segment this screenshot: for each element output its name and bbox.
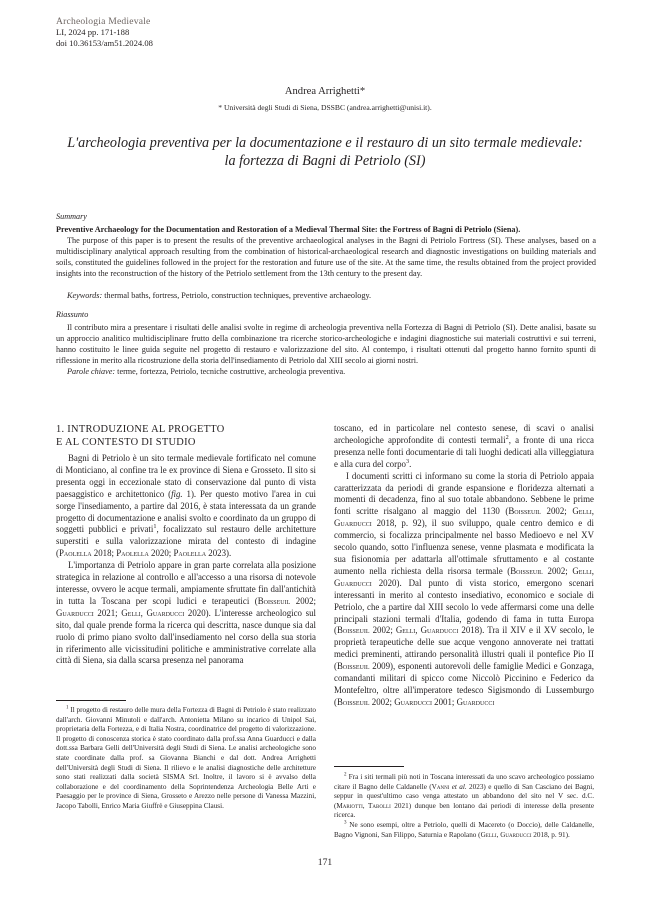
section-heading bbox=[56, 423, 225, 449]
riassunto-keywords-label: Parole chiave: bbox=[67, 367, 116, 376]
text-run: ). L'interesse archeologico sul sito, dal quale prende forma la ricerca qui descritta, nasce dunque sia dal ruolo di primo piano svolto dall'insediamento nel corso della sua storia in riferimento alle vicissitudini politiche e amministrative correlate alla città di Siena, sia dalla scarsa presenza nel panorama bbox=[56, 607, 316, 666]
left-paragraph-2 bbox=[56, 560, 316, 667]
summary-heading-text: Preventive Archaeology for the Documentation and Restoration of a Medieval Thermal Site: the Fortress of Bagni di Petriolo (Siena). bbox=[56, 225, 521, 234]
footnote-number: 3 bbox=[344, 820, 347, 826]
riassunto-label: Riassunto bbox=[56, 310, 89, 319]
text-run: ), esponenti autorevoli delle famiglie Medici e Gonzaga, comandanti militari di spicco come Niccolò Piccinino e Federico da Montefeltro, oltre all'imperatore tedesco Sigismondo di Lussemburgo ( bbox=[334, 661, 594, 707]
text-run: L'importanza di Petriolo appare in gran parte correlata alla posizione strategica in relazione al controllo e all'accesso a una risorsa di notevole interesse, ovvero le acque termali, ampiamente sfruttate fin dall'antichità in tutta la Toscana per scopi ludici e terapeutici ( bbox=[56, 560, 316, 606]
riassunto-keywords bbox=[56, 366, 596, 377]
citation: Boisseuil 2002; Guarducci 2021; Gelli, Guarducci 2020 bbox=[56, 595, 316, 618]
text-run: I documenti scritti ci informano su come la storia di Petriolo appaia caratterizzata da periodi di grande espansione e floridezza alternati a momenti di decadenza, fino al suo totale abbandono. Sebbene le prime fonti scritte risalgano al maggio del 1130 ( bbox=[334, 470, 594, 517]
journal-doi: doi 10.36153/am51.2024.08 bbox=[56, 38, 153, 48]
journal-volume: LI, 2024 pp. 171-188 bbox=[56, 27, 130, 37]
text-run: . bbox=[409, 458, 412, 469]
text-run: ). Dal punto di vista storico, emergono scenari interessanti in merito al contesto insediativo, economico e sociale di Petriolo, che a partire dal XIII secolo lo vede affermarsi come una delle principali stazioni termali d'Italia, godendo di fama in tutta Europa ( bbox=[334, 577, 595, 636]
footnote-marker: 3 bbox=[405, 457, 410, 465]
citation: Boisseuil 2002; Gelli, Guarducci 2018 bbox=[334, 506, 594, 529]
text-run: 2023) e quello di San Casciano dei Bagni, seppur in quest'ultimo caso venga attestato un abbandono del sito nel V sec. d.C. ( bbox=[334, 782, 595, 810]
footnote-separator-left bbox=[56, 700, 126, 701]
text-run: , focalizzato sul restauro delle architetture superstiti e sulla valorizzazione mirata del contesto di indagine ( bbox=[56, 524, 316, 559]
summary-keywords-label: Keywords: bbox=[67, 291, 103, 300]
text-run: Bagni di Petriolo è un sito termale medievale fortificato nel comune di Monticiano, al confine tra le ex province di Siena e Grosseto. Il sito si presenta oggi in eccezionale stato di conservazione dal punto di vista paesaggistico e architettonico ( bbox=[56, 453, 316, 499]
footnote-text: Il progetto di restauro delle mura della Fortezza di Bagni di Petriolo è stato realizzato dall'arch. Giovanni Minutoli e dall'arch. Antonietta Milano su incarico di Unipol Sai, proprietaria della Fortezza, e di Italia Nostra, coordinatrice del progetto di valorizzazione. Il progetto di conoscenza storica è stato coordinato dalla prof.ssa Anna Guarducci e dalla dott.ssa Barbara Gelli dell'Università degli Studi di Siena. Le analisi archeologiche sono state coordinate dalla prof. sa Giovanna Bianchi e dal dott. Andrea Arrighetti dell'Università degli Studi di Siena. Il rilievo e le analisi diagnostiche delle architetture sono stati realizzati dalla società SISMA Srl. Inoltre, il lavoro si è avvalso della collaborazione e del coordinamento della Soprintendenza Archeologia Belle Arti e Paesaggio per le province di Siena, Grosseto e Arezzo nelle persone di Vanessa Mazzini, Jacopo Tabolli, Enrico Maria Giuffrè e Giuseppina Clausi. bbox=[56, 706, 316, 810]
footnote-marker: 2 bbox=[505, 433, 509, 441]
citation: Boisseuil 2002; Gelli, Guarducci 2020 bbox=[334, 565, 594, 588]
riassunto-keywords-text: terme, fortezza, Petriolo, tecniche costruttive, archeologia preventiva. bbox=[117, 367, 346, 376]
journal-header bbox=[56, 16, 153, 49]
text-run: et al. bbox=[451, 782, 467, 791]
text-run: 1). Per questo motivo l'area in cui sorge l'insediamento, a partire dal 2016, è stata interessata da un grande progetto di documentazione e analisi svolto e coordinato da un gruppo di soggetti pubblici e privati bbox=[56, 488, 316, 535]
footnote-3 bbox=[334, 821, 594, 840]
summary-label: Summary bbox=[56, 212, 87, 221]
right-column-body bbox=[334, 423, 594, 709]
riassunto-text: Il contributo mira a presentare i risultati delle analisi svolte in regime di archeologia preventiva nella Fortezza di Bagni di Petriolo (SI). Dette analisi, basate su un approccio analitico multidisciplinare frutto della combinazione tra ricerche storico-archeologiche e indagini diagnostiche sui materiali costruttivi e sui terreni, hanno costituito le linee guida seguite nel progetto di restauro e valorizzazione del sito. Al contempo, i risultati ottenuti dal progetto hanno fornito spunti di riflessione in merito alla ricostruzione della storia dell'insediamento di Petriolo dal XIII secolo ai giorni nostri. bbox=[56, 323, 596, 365]
text-run: ). bbox=[226, 548, 232, 559]
right-paragraph-1 bbox=[334, 423, 594, 471]
footnote-number: 1 bbox=[66, 705, 69, 711]
summary-text: The purpose of this paper is to present the results of the preventive archaeological analyses in the Bagni di Petriolo Fortress (SI). These analyses, based on a multidisciplinary analytical approach resulting from the combination of historical-archaeological research and diagnostic investigations on building materials and soils, constituted the guidelines followed in the project for the restoration and future use of the site. At the same time, the results obtained from the project provided insights into the reconstruction of the history of the Petriolo settlement from the 13th century to the present day. bbox=[56, 236, 596, 278]
citation: Boisseuil 2002; Gelli, Guarducci 2018 bbox=[336, 625, 480, 636]
citation: Boisseuil 2002; Guarducci 2001; Guarducci bbox=[336, 696, 495, 707]
citation: Gelli, Guarducci 2018 bbox=[480, 830, 548, 839]
footnote-marker: 1 bbox=[153, 523, 157, 531]
journal-title: Archeologia Medievale bbox=[56, 16, 151, 27]
summary-heading bbox=[56, 224, 596, 235]
footnote-separator-right bbox=[334, 766, 404, 767]
left-paragraph-1 bbox=[56, 453, 316, 560]
left-column-body bbox=[56, 453, 316, 667]
article-title bbox=[40, 134, 610, 170]
footnote-2 bbox=[334, 773, 594, 821]
citation: Boisseuil 2009 bbox=[336, 661, 391, 672]
text-run: Fra i siti termali più noti in Toscana interessati da uno scavo archeologico possiamo citare il Bagno delle Caldanelle ( bbox=[334, 773, 594, 791]
footnote-number: 2 bbox=[344, 772, 347, 778]
text-run: , p. 91). bbox=[547, 830, 570, 839]
figure-ref: fig. bbox=[171, 488, 183, 499]
text-run: , a fronte di una ricca presenza nelle fonti documentarie di tali luoghi dedicati alla villeggiatura e alla cura del corpo bbox=[334, 434, 594, 469]
title-line-2: la fortezza di Bagni di Petriolo (SI) bbox=[224, 153, 426, 169]
footnotes-left bbox=[56, 706, 316, 812]
section-heading-line-2: E AL CONTESTO DI STUDIO bbox=[56, 437, 196, 448]
right-paragraph-2 bbox=[334, 471, 594, 709]
author-name: Andrea Arrighetti* bbox=[284, 86, 366, 97]
section-heading-line-1: 1. INTRODUZIONE AL PROGETTO bbox=[56, 424, 225, 435]
author-affiliation: * Università degli Studi di Siena, DSSBC (andrea.arrighetti@unisi.it). bbox=[218, 103, 432, 112]
text-run: toscano, ed in particolare nel contesto senese, di scavi o analisi archeologiche approfondite di contesti termali bbox=[334, 423, 594, 445]
text-run: ) dunque ben lontano dai periodi di interesse della presente ricerca. bbox=[334, 801, 595, 820]
footnote-1 bbox=[56, 706, 316, 812]
title-line-1: L'archeologia preventiva per la documentazione e il restauro di un sito termale medievale: bbox=[67, 135, 583, 151]
summary-keywords-text: thermal baths, fortress, Petriolo, construction techniques, preventive archaeology. bbox=[104, 291, 372, 300]
page-number: 171 bbox=[317, 857, 333, 868]
text-run: ). Tra il XIV e il XV secolo, le proprietà terapeutiche delle sue acque vengono annoverate nei trattati medici preminenti, attirando personalità illustri quali il pontefice Pio II ( bbox=[334, 625, 595, 672]
citation: Paolella 2018; Paolella 2020; Paolella 2023 bbox=[58, 548, 227, 559]
citation: Mariotti, Tabolli 2021 bbox=[336, 801, 409, 810]
text-run: Ne sono esempi, oltre a Petriolo, quelli di Macereto (o Doccio), delle Caldanelle, Bagno Vignoni, San Filippo, Saturnia e Rapolano ( bbox=[334, 820, 594, 839]
summary-keywords bbox=[56, 290, 596, 301]
text-run: , p. 92), il suo sviluppo, quale centro demico e di commercio, si focalizza principalmente nel basso Medioevo e nel XV secolo quando, sotto l'influenza senese, venne plasmata e modificata la sua fisionomia per adattarla all'ottimale sfruttamento e al costante aumento nella richiesta della risorsa termale ( bbox=[334, 518, 594, 576]
citation: Vanni bbox=[431, 782, 450, 791]
footnotes-right bbox=[334, 773, 594, 840]
